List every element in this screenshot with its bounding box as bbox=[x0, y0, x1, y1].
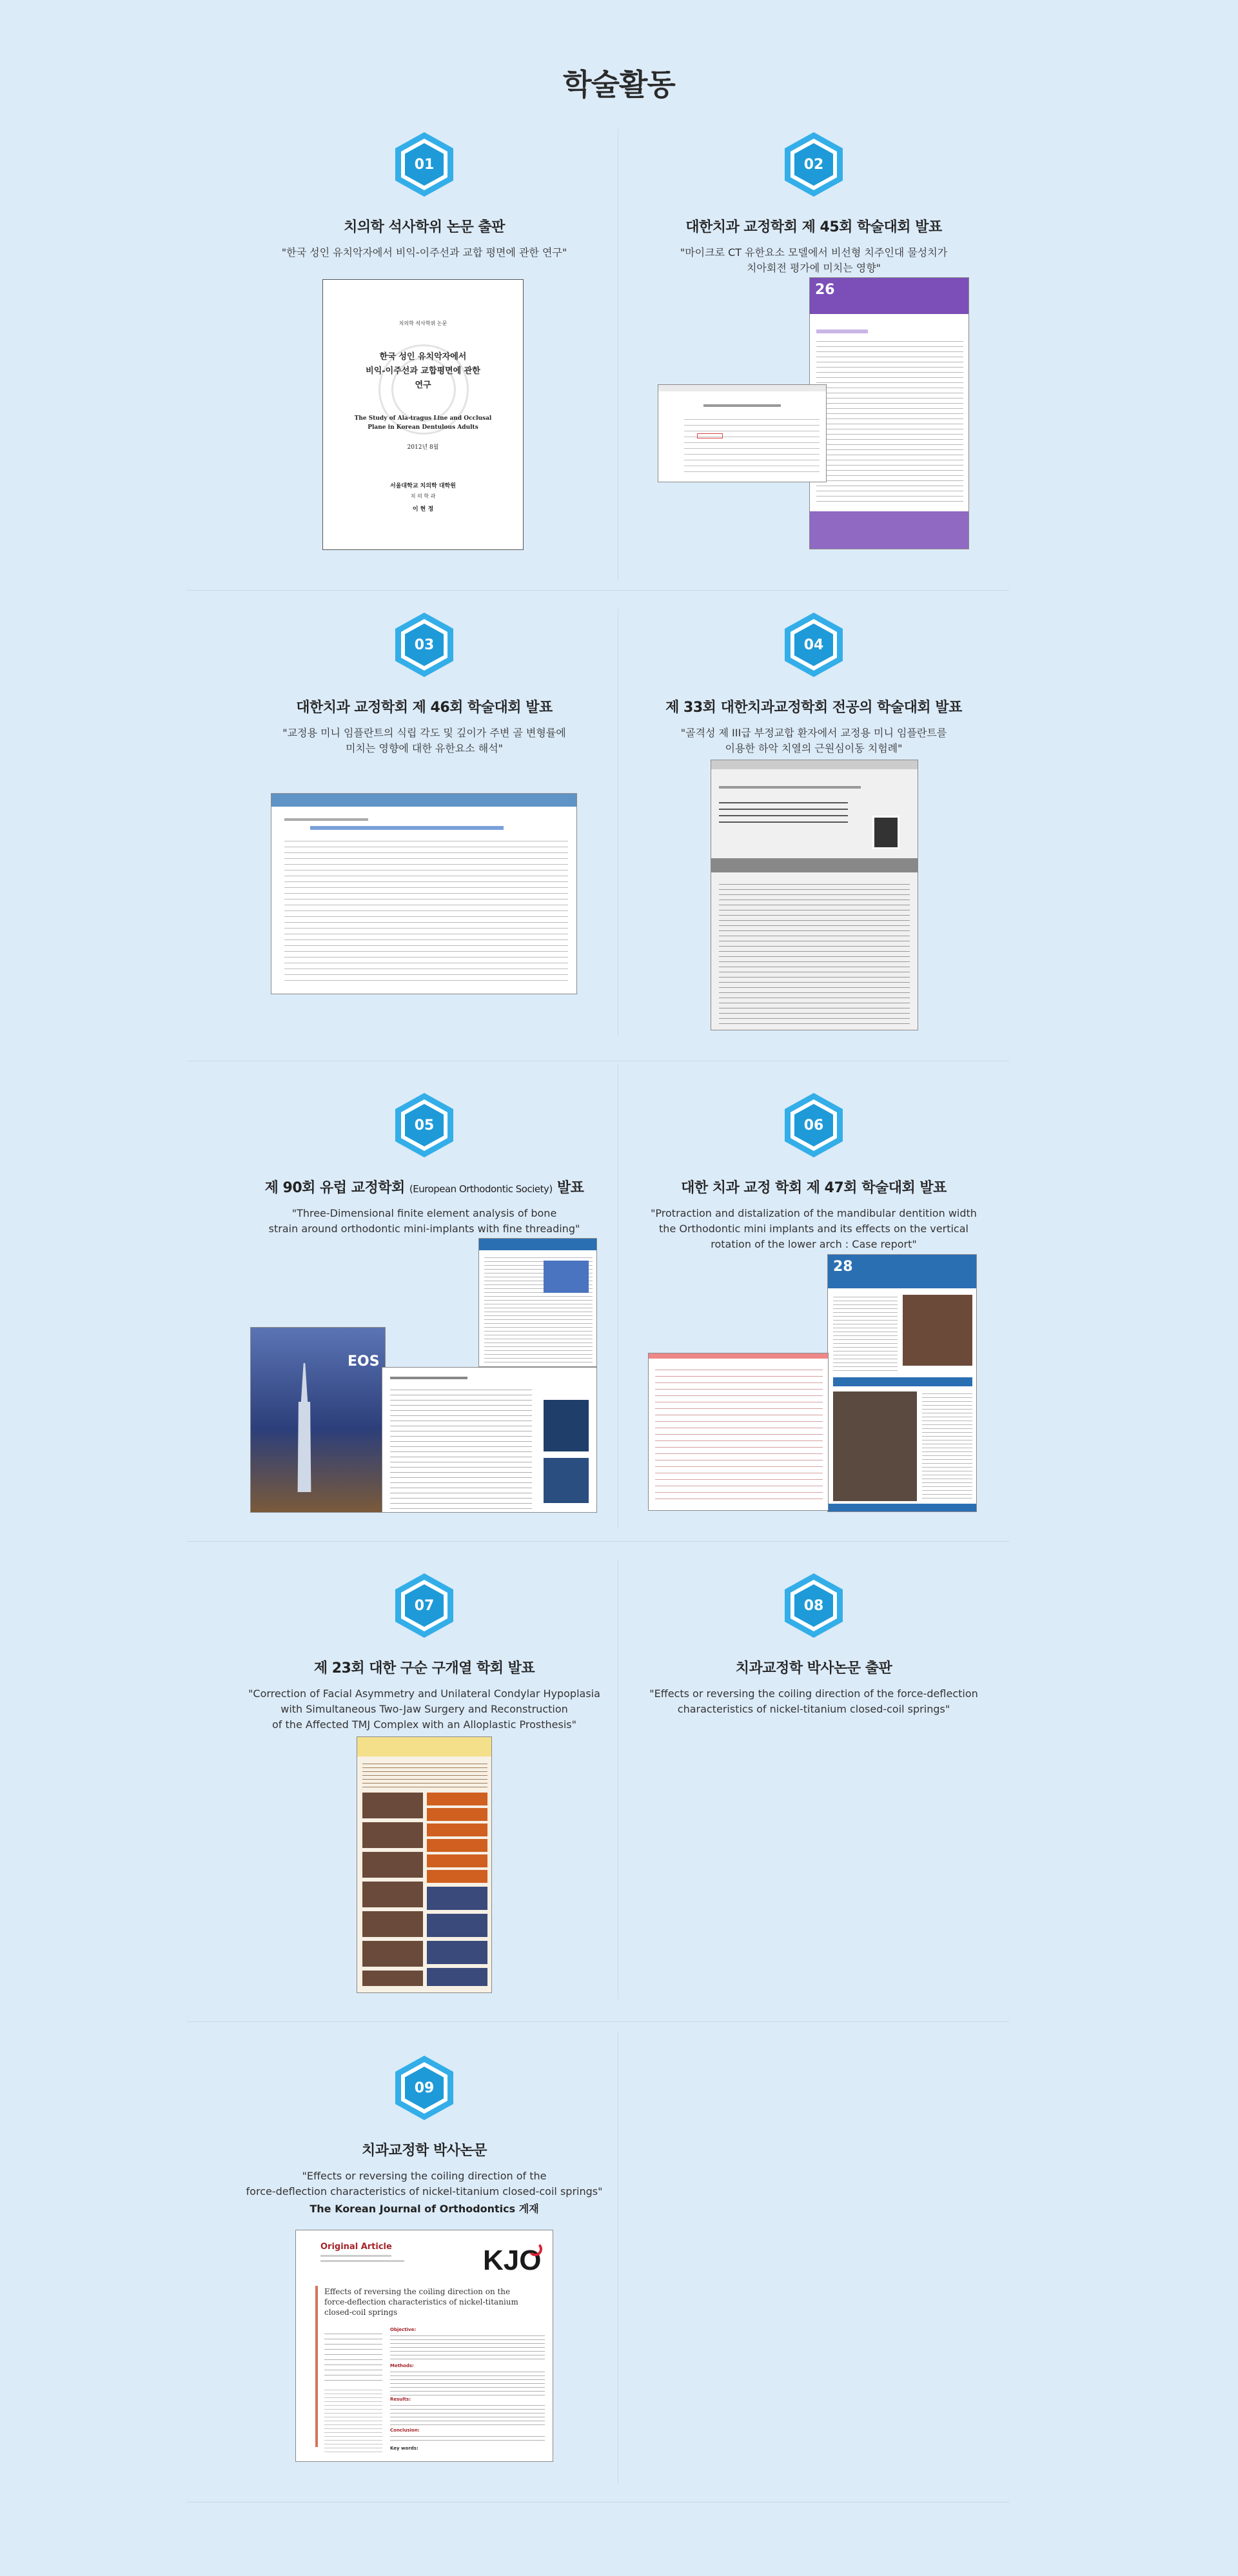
activity-card-05 bbox=[244, 1093, 605, 1237]
thesis-title-ko-3: 연구 bbox=[415, 380, 431, 390]
poster-number-badge: 28 bbox=[833, 1259, 853, 1275]
thesis-title-ko-2: 비익-이주선과 교합평면에 관한 bbox=[366, 366, 480, 376]
activity-card-09 bbox=[244, 2056, 605, 2216]
residents-abstract-thumbnail[interactable] bbox=[711, 760, 918, 1030]
number-badge: 07 bbox=[395, 1573, 453, 1638]
journal-name: The Korean Journal of Orthodontics 게재 bbox=[310, 2203, 539, 2215]
eos-program-cover-thumbnail[interactable] bbox=[250, 1327, 386, 1513]
activity-card-07 bbox=[244, 1573, 605, 1733]
activity-title: 제 90회 유럽 교정학회 (European Orthodontic Society) 발표 bbox=[264, 1180, 584, 1196]
thesis-author: 이 현 정 bbox=[412, 506, 434, 513]
activity-subtitle: "Effects or reversing the coiling direction of the force-deflection bbox=[649, 1687, 978, 1700]
activity-title: 치과교정학 박사논문 bbox=[362, 2143, 487, 2159]
activity-card-03 bbox=[244, 613, 605, 756]
number-badge: 03 bbox=[395, 613, 453, 677]
eos-poster-thumbnail[interactable] bbox=[478, 1238, 597, 1367]
thesis-school: 서울대학교 치의학 대학원 bbox=[390, 483, 456, 489]
activity-card-06 bbox=[633, 1093, 994, 1252]
activity-subtitle: "한국 성인 유치악자에서 비익-이주선과 교합 평면에 관한 연구" bbox=[281, 246, 567, 259]
page-title: 학술활동 bbox=[563, 67, 675, 102]
author-photo bbox=[872, 816, 899, 849]
activity-subtitle-line-2: 이용한 하악 치열의 근원심이동 치험례" bbox=[725, 742, 903, 754]
activity-subtitle-line-3: rotation of the lower arch : Case report" bbox=[711, 1238, 917, 1250]
thesis-title-en-2: Plane in Korean Dentulous Adults bbox=[368, 424, 478, 431]
abstract-methods-label: Methods: bbox=[390, 2363, 414, 2368]
row-divider bbox=[187, 590, 1009, 591]
case-report-poster-thumbnail[interactable] bbox=[827, 1254, 977, 1512]
activity-card-01 bbox=[244, 132, 605, 261]
row-divider bbox=[187, 1541, 1009, 1542]
case-report-table-thumbnail[interactable] bbox=[648, 1353, 829, 1511]
thesis-cover-thumbnail[interactable] bbox=[322, 279, 524, 550]
thesis-date: 2012년 8월 bbox=[407, 444, 439, 451]
number-badge: 05 bbox=[395, 1093, 453, 1157]
activity-subtitle-line-2: with Simultaneous Two-Jaw Surgery and Reconstruction bbox=[280, 1703, 568, 1715]
activity-subtitle-line-2: 치아회전 평가에 미치는 영향" bbox=[746, 262, 881, 274]
abstract-page-thumbnail[interactable] bbox=[271, 793, 577, 994]
activity-subtitle: "교정용 미니 임플란트의 식립 각도 및 깊이가 주변 골 변형률에 bbox=[282, 727, 566, 739]
activity-subtitle: "골격성 제 III급 부정교합 환자에서 교정용 미니 임플란트를 bbox=[680, 727, 947, 739]
number-badge: 04 bbox=[785, 613, 843, 677]
article-type-label: Original Article bbox=[320, 2242, 392, 2252]
activity-title: 제 23회 대한 구순 구개열 학회 발표 bbox=[313, 1660, 535, 1676]
kjo-logo: KJO bbox=[483, 2245, 542, 2276]
number-badge: 02 bbox=[785, 132, 843, 197]
activity-title: 제 33회 대한치과교정학회 전공의 학술대회 발표 bbox=[665, 700, 962, 716]
row-divider bbox=[187, 2021, 1009, 2022]
activity-title: 대한 치과 교정 학회 제 47회 학술대회 발표 bbox=[681, 1180, 947, 1196]
thesis-title-en-1: The Study of Ala-tragus Line and Occlusal bbox=[354, 415, 492, 422]
activity-card-02 bbox=[633, 132, 994, 276]
article-title-line-3: closed-coil springs bbox=[324, 2308, 398, 2317]
thesis-title-ko-1: 한국 성인 유치악자에서 bbox=[379, 352, 467, 362]
article-title-line-2: force-deflection characteristics of nickel-titanium bbox=[324, 2297, 518, 2306]
eos-logo: EOS bbox=[348, 1353, 380, 1370]
slide-number-badge: 26 bbox=[815, 282, 835, 298]
thesis-header: 치의학 석사학위 논문 bbox=[398, 320, 447, 326]
activity-title: 치의학 석사학위 논문 출판 bbox=[344, 219, 505, 235]
activity-subtitle-line-2: strain around orthodontic mini-implants with fine threading" bbox=[268, 1223, 580, 1235]
activity-subtitle: "Protraction and distalization of the mandibular dentition width bbox=[651, 1207, 977, 1219]
abstract-results-label: Results: bbox=[390, 2397, 411, 2402]
activity-subtitle-line-3: of the Affected TMJ Complex with an Alloplastic Prosthesis" bbox=[272, 1718, 576, 1731]
number-badge: 01 bbox=[395, 132, 453, 197]
activity-subtitle-line-2: the Orthodontic mini implants and its effects on the vertical bbox=[659, 1223, 968, 1235]
number-badge: 08 bbox=[785, 1573, 843, 1638]
presentation-slide-thumbnail[interactable] bbox=[809, 277, 969, 549]
activity-subtitle: "Three-Dimensional finite element analysis of bone bbox=[291, 1207, 557, 1219]
surgery-poster-thumbnail[interactable] bbox=[357, 1736, 492, 1993]
activity-title: 대한치과 교정학회 제 46회 학술대회 발표 bbox=[296, 700, 553, 716]
abstract-keywords-label: Key words: bbox=[390, 2446, 418, 2451]
number-badge: 09 bbox=[395, 2056, 453, 2120]
thesis-dept: 치 의 학 과 bbox=[410, 493, 436, 499]
activity-card-04 bbox=[633, 613, 994, 756]
eos-abstract-thumbnail[interactable] bbox=[382, 1367, 597, 1513]
number-badge: 06 bbox=[785, 1093, 843, 1157]
abstract-conclusion-label: Conclusion: bbox=[390, 2428, 420, 2433]
logo-swoosh-icon bbox=[528, 2242, 542, 2256]
activity-subtitle: "마이크로 CT 유한요소 모델에서 비선형 치주인대 물성치가 bbox=[680, 246, 948, 259]
activity-subtitle: "Effects or reversing the coiling direction of the bbox=[302, 2170, 547, 2182]
activity-subtitle: "Correction of Facial Asymmetry and Unilateral Condylar Hypoplasia bbox=[248, 1687, 600, 1700]
activity-subtitle-line-2: characteristics of nickel-titanium closed-coil springs" bbox=[677, 1703, 950, 1715]
activity-subtitle-line-2: force-deflection characteristics of nickel-titanium closed-coil springs" bbox=[246, 2185, 603, 2197]
activity-title: 대한치과 교정학회 제 45회 학술대회 발표 bbox=[685, 219, 942, 235]
journal-article-thumbnail[interactable] bbox=[295, 2230, 553, 2462]
activity-card-08 bbox=[633, 1573, 994, 1717]
activity-title: 치과교정학 박사논문 출판 bbox=[735, 1660, 892, 1676]
presentation-abstract-thumbnail[interactable] bbox=[658, 384, 827, 482]
abstract-objective-label: Objective: bbox=[390, 2327, 417, 2332]
activity-subtitle-line-2: 미치는 영향에 대한 유한요소 해석" bbox=[345, 742, 504, 754]
article-title-line-1: Effects of reversing the coiling direction on the bbox=[324, 2287, 511, 2296]
